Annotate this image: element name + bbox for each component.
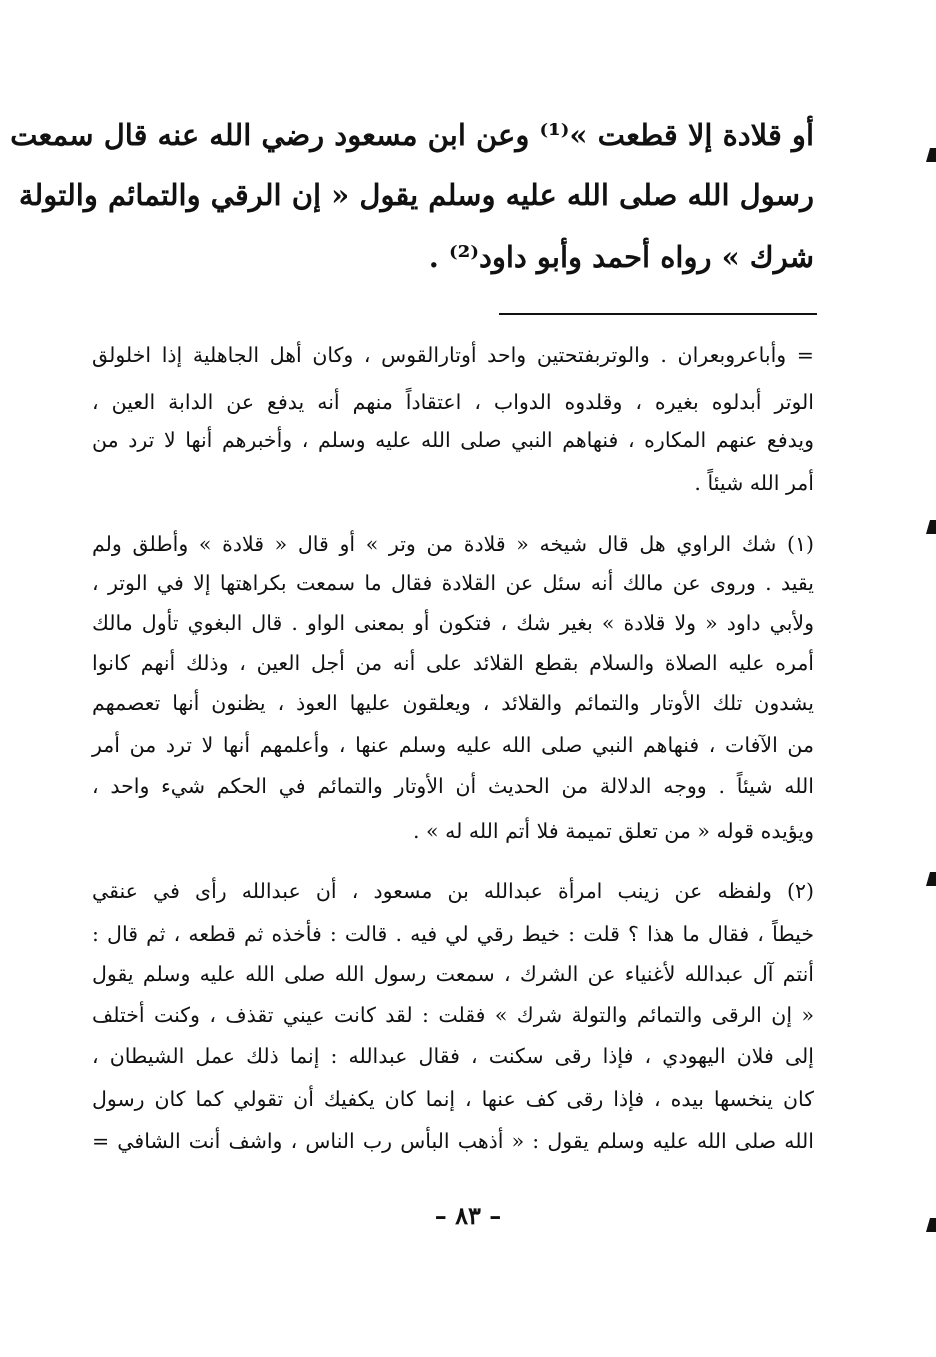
- footnote-line: خيطاً ، فقال ما هذا ؟ قلت : خيط رقي لي فيه . قالت : فأخذه ثم قطعه ، ثم قال :: [92, 922, 814, 946]
- scan-edge-mark: [926, 872, 936, 886]
- footnote-line: أمره عليه الصلاة والسلام بقطع القلائد على أنه من أجل العين ، وذلك أنهم كانوا: [92, 651, 814, 675]
- scan-edge-mark: [926, 148, 936, 162]
- footnote-line: الله صلى الله عليه وسلم يقول : « أذهب البأس رب الناس ، واشف أنت الشافي =: [92, 1129, 814, 1153]
- main-text-line: شرك » رواه أحمد وأبو داود⁽²⁾ .: [428, 240, 814, 274]
- footnote-line: أنتم آل عبدالله لأغنياء عن الشرك ، سمعت رسول الله صلى الله عليه وسلم يقول: [92, 962, 814, 986]
- footnote-line: يقيد . وروى عن مالك أنه سئل عن القلادة فقال ما سمعت بكراهتها إلا في الوتر ،: [92, 571, 814, 595]
- footnote-line: ويؤيده قوله « من تعلق تميمة فلا أتم الله له » .: [413, 819, 814, 843]
- footnote-line: الوتر أبدلوه بغيره ، وقلدوه الدواب ، اعتقاداً منهم أنه يدفع عن الدابة العين ،: [92, 390, 814, 414]
- footnote-line: = وأباعروبعران . والوتربفتحتين واحد أوتارالقوس ، وكان أهل الجاهلية إذا اخلولق: [92, 343, 814, 367]
- footnote-separator: [499, 313, 817, 315]
- footnote-line: الله شيئاً . ووجه الدلالة من الحديث أن الأوتار والتمائم في الحكم شيء واحد ،: [92, 774, 814, 798]
- footnote-line: « إن الرقى والتمائم والتولة شرك » فقلت : لقد كانت عيني تقذف ، وكنت أختلف: [92, 1003, 814, 1027]
- scan-edge-mark: [926, 520, 936, 534]
- footnote-line: ولأبي داود « ولا قلادة » بغير شك ، فتكون أو بمعنى الواو . قال البغوي تأول مالك: [92, 611, 814, 635]
- main-text-line: رسول الله صلى الله عليه وسلم يقول « إن الرقي والتمائم والتولة: [18, 178, 814, 212]
- footnote-line: أمر الله شيئاً .: [694, 471, 814, 495]
- page-number: – ٨٣ –: [434, 1201, 502, 1230]
- footnote-line: يشدون تلك الأوتار والتمائم والقلائد ، ويعلقون عليها العوذ ، يظنون أنها تعصمهم: [92, 691, 814, 715]
- footnote-line: كان ينخسها بيده ، فإذا رقى كف عنها ، إنما كان يكفيك أن تقولي كما كان رسول: [92, 1087, 814, 1111]
- footnote-line: إلى فلان اليهودي ، فإذا رقى سكنت ، فقال عبدالله : إنما ذلك عمل الشيطان ،: [92, 1044, 814, 1068]
- footnote-line: (٢) ولفظه عن زينب امرأة عبدالله بن مسعود ، أن عبدالله رأى في عنقي: [92, 879, 814, 903]
- footnote-line: ويدفع عنهم المكاره ، فنهاهم النبي صلى الله عليه وسلم ، وأخبرهم أنها لا ترد من: [92, 428, 814, 452]
- main-text-line: أو قلادة إلا قطعت »⁽¹⁾ وعن ابن مسعود رضي الله عنه قال سمعت: [10, 118, 814, 152]
- footnote-line: (١) شك الراوي هل قال شيخه « قلادة من وتر » أو قال « قلادة » وأطلق ولم: [92, 532, 814, 556]
- footnote-line: من الآفات ، فنهاهم النبي صلى الله عليه وسلم عنها ، وأعلمهم أنها لا ترد من أمر: [92, 733, 814, 757]
